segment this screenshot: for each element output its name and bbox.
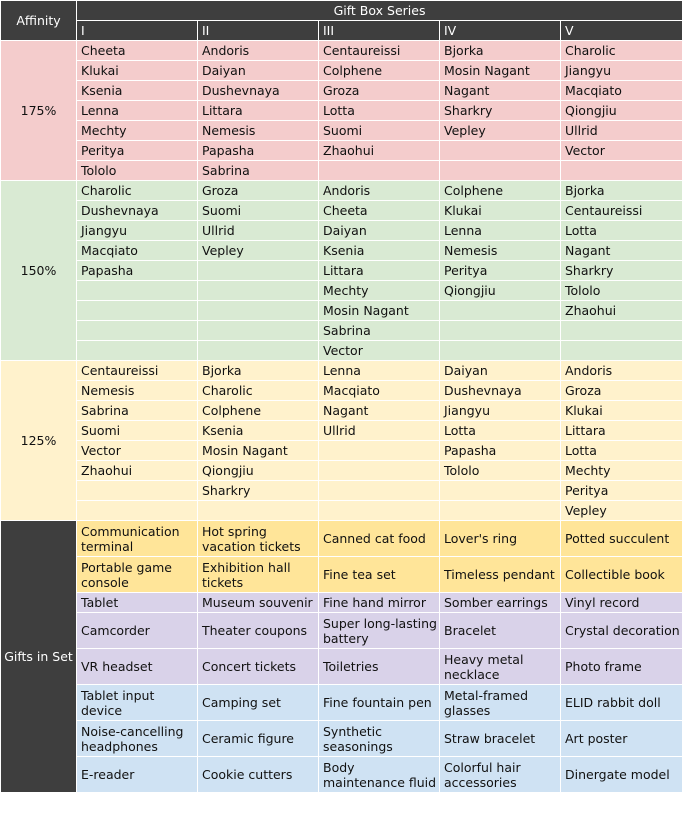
character-cell: Peritya [77,141,198,161]
character-cell [77,301,198,321]
character-cell: Jiangyu [561,61,682,81]
affinity-row [1,281,682,301]
gift-cell: Bracelet [440,613,561,649]
gift-cell: Canned cat food [319,521,440,557]
gift-cell: Fine hand mirror [319,593,440,613]
character-cell: Centaureissi [561,201,682,221]
character-cell [440,501,561,521]
character-cell [77,341,198,361]
affinity-row [1,381,682,401]
gift-cell: Portable game console [77,557,198,593]
gift-cell: Potted succulent [561,521,682,557]
affinity-row [1,421,682,441]
gift-row [1,721,682,757]
character-cell: Nemesis [198,121,319,141]
character-cell: Ullrid [198,221,319,241]
gift-row [1,757,682,793]
character-cell [198,281,319,301]
affinity-row [1,81,682,101]
character-cell: Nemesis [440,241,561,261]
character-cell: Vector [561,141,682,161]
character-cell [440,341,561,361]
character-cell: Lotta [319,101,440,121]
character-cell: Klukai [77,61,198,81]
character-cell: Macqiato [319,381,440,401]
gift-cell: Theater coupons [198,613,319,649]
gift-cell: Tablet [77,593,198,613]
character-cell: Macqiato [77,241,198,261]
character-cell: Qiongjiu [440,281,561,301]
gift-cell: Super long-lasting battery [319,613,440,649]
character-cell: Dushevnaya [77,201,198,221]
gift-cell: Fine tea set [319,557,440,593]
character-cell: Centaureissi [77,361,198,381]
affinity-row [1,101,682,121]
character-cell: Mosin Nagant [198,441,319,461]
series-column-header: III [319,21,440,41]
character-cell: Vector [77,441,198,461]
character-cell: Colphene [198,401,319,421]
character-cell [440,481,561,501]
character-cell: Mechty [561,461,682,481]
affinity-row [1,341,682,361]
character-cell: Lenna [319,361,440,381]
character-cell: Sharkry [198,481,319,501]
character-cell [77,321,198,341]
character-cell: Macqiato [561,81,682,101]
character-cell: Nagant [561,241,682,261]
character-cell: Peritya [561,481,682,501]
series-column-header: IV [440,21,561,41]
character-cell: Ullrid [319,421,440,441]
affinity-row [1,61,682,81]
gift-cell: Noise-cancelling headphones [77,721,198,757]
character-cell: Qiongjiu [561,101,682,121]
affinity-row [1,261,682,281]
gift-cell: Heavy metal necklace [440,649,561,685]
character-cell [77,481,198,501]
character-cell: Bjorka [561,181,682,201]
character-cell [198,321,319,341]
character-cell: Mosin Nagant [440,61,561,81]
character-cell: Papasha [440,441,561,461]
character-cell: Charolic [198,381,319,401]
gift-cell: Museum souvenir [198,593,319,613]
character-cell: Mechty [77,121,198,141]
gift-cell: ELID rabbit doll [561,685,682,721]
character-cell: Lenna [440,221,561,241]
affinity-header: Affinity [1,1,77,41]
gift-cell: Tablet input device [77,685,198,721]
character-cell [198,501,319,521]
character-cell: Ksenia [77,81,198,101]
character-cell: Qiongjiu [198,461,319,481]
gift-cell: Timeless pendant [440,557,561,593]
character-cell: Littara [561,421,682,441]
character-cell: Nagant [440,81,561,101]
character-cell [319,441,440,461]
character-cell: Dushevnaya [440,381,561,401]
character-cell: Nemesis [77,381,198,401]
character-cell: Lotta [440,421,561,441]
affinity-row [1,221,682,241]
character-cell: Centaureissi [319,41,440,61]
gift-cell: Lover's ring [440,521,561,557]
gift-cell: Vinyl record [561,593,682,613]
character-cell: Andoris [561,361,682,381]
gift-cell: VR headset [77,649,198,685]
character-cell: Andoris [198,41,319,61]
character-cell: Daiyan [198,61,319,81]
gift-row [1,521,682,557]
character-cell: Ksenia [198,421,319,441]
character-cell: Ullrid [561,121,682,141]
character-cell: Tololo [77,161,198,181]
character-cell: Charolic [561,41,682,61]
affinity-row [1,481,682,501]
character-cell: Suomi [77,421,198,441]
character-cell: Jiangyu [440,401,561,421]
gift-cell: Camping set [198,685,319,721]
gift-cell: Exhibition hall tickets [198,557,319,593]
character-cell: Dushevnaya [198,81,319,101]
gift-cell: Toiletries [319,649,440,685]
character-cell: Lotta [561,441,682,461]
character-cell: Vepley [198,241,319,261]
gift-cell: Art poster [561,721,682,757]
character-cell: Charolic [77,181,198,201]
character-cell: Cheeta [319,201,440,221]
character-cell: Vepley [561,501,682,521]
character-cell: Jiangyu [77,221,198,241]
affinity-row [1,461,682,481]
character-cell: Daiyan [440,361,561,381]
character-cell [198,261,319,281]
affinity-row [1,441,682,461]
affinity-row [1,141,682,161]
gift-row [1,613,682,649]
affinity-row [1,361,682,381]
character-cell: Lenna [77,101,198,121]
character-cell: Nagant [319,401,440,421]
affinity-row [1,161,682,181]
character-cell: Lotta [561,221,682,241]
gift-cell: E-reader [77,757,198,793]
gift-cell: Somber earrings [440,593,561,613]
character-cell [319,461,440,481]
character-cell: Zhaohui [319,141,440,161]
character-cell [319,161,440,181]
character-cell [198,341,319,361]
character-cell: Papasha [77,261,198,281]
character-cell: Tololo [440,461,561,481]
character-cell: Vepley [440,121,561,141]
character-cell: Suomi [198,201,319,221]
gift-cell: Camcorder [77,613,198,649]
character-cell: Peritya [440,261,561,281]
affinity-tier-label: 150% [1,181,77,361]
gift-cell: Communication terminal [77,521,198,557]
affinity-row [1,181,682,201]
character-cell [440,321,561,341]
gift-row [1,557,682,593]
gift-row [1,593,682,613]
character-cell: Andoris [319,181,440,201]
gift-cell: Hot spring vacation tickets [198,521,319,557]
affinity-row [1,241,682,261]
gift-cell: Straw bracelet [440,721,561,757]
gift-cell: Dinergate model [561,757,682,793]
character-cell: Ksenia [319,241,440,261]
character-cell: Zhaohui [77,461,198,481]
character-cell [77,501,198,521]
character-cell [440,301,561,321]
gift-box-series-header: Gift Box Series [77,1,682,21]
gift-row [1,685,682,721]
character-cell: Suomi [319,121,440,141]
character-cell: Littara [198,101,319,121]
character-cell: Mechty [319,281,440,301]
character-cell [561,161,682,181]
character-cell: Sharkry [440,101,561,121]
gift-cell: Metal-framed glasses [440,685,561,721]
character-cell: Sabrina [319,321,440,341]
character-cell: Sabrina [198,161,319,181]
affinity-row [1,41,682,61]
gift-cell: Synthetic seasonings [319,721,440,757]
affinity-tier-label: 175% [1,41,77,181]
character-cell [319,501,440,521]
character-cell: Mosin Nagant [319,301,440,321]
character-cell: Groza [319,81,440,101]
gift-cell: Concert tickets [198,649,319,685]
gift-cell: Body maintenance fluid [319,757,440,793]
character-cell [319,481,440,501]
affinity-row [1,401,682,421]
affinity-row [1,321,682,341]
series-column-header: V [561,21,682,41]
character-cell: Cheeta [77,41,198,61]
gift-cell: Ceramic figure [198,721,319,757]
affinity-row [1,121,682,141]
character-cell: Papasha [198,141,319,161]
character-cell: Sharkry [561,261,682,281]
gift-cell: Photo frame [561,649,682,685]
character-cell: Bjorka [198,361,319,381]
gift-cell: Collectible book [561,557,682,593]
affinity-tier-label: 125% [1,361,77,521]
affinity-row [1,301,682,321]
gift-cell: Colorful hair accessories [440,757,561,793]
character-cell: Zhaohui [561,301,682,321]
character-cell: Tololo [561,281,682,301]
character-cell: Klukai [561,401,682,421]
gift-cell: Cookie cutters [198,757,319,793]
character-cell: Littara [319,261,440,281]
gift-cell: Crystal decoration [561,613,682,649]
affinity-row [1,501,682,521]
character-cell: Daiyan [319,221,440,241]
character-cell [561,341,682,361]
character-cell: Klukai [440,201,561,221]
character-cell: Bjorka [440,41,561,61]
gift-row [1,649,682,685]
character-cell [198,301,319,321]
gift-cell: Fine fountain pen [319,685,440,721]
character-cell: Groza [198,181,319,201]
series-column-header: I [77,21,198,41]
character-cell: Sabrina [77,401,198,421]
character-cell: Vector [319,341,440,361]
series-column-header: II [198,21,319,41]
gifts-in-set-label: Gifts in Set [1,521,77,793]
character-cell: Colphene [319,61,440,81]
affinity-row [1,201,682,221]
character-cell: Groza [561,381,682,401]
character-cell [440,141,561,161]
character-cell [561,321,682,341]
character-cell [77,281,198,301]
character-cell [440,161,561,181]
character-cell: Colphene [440,181,561,201]
